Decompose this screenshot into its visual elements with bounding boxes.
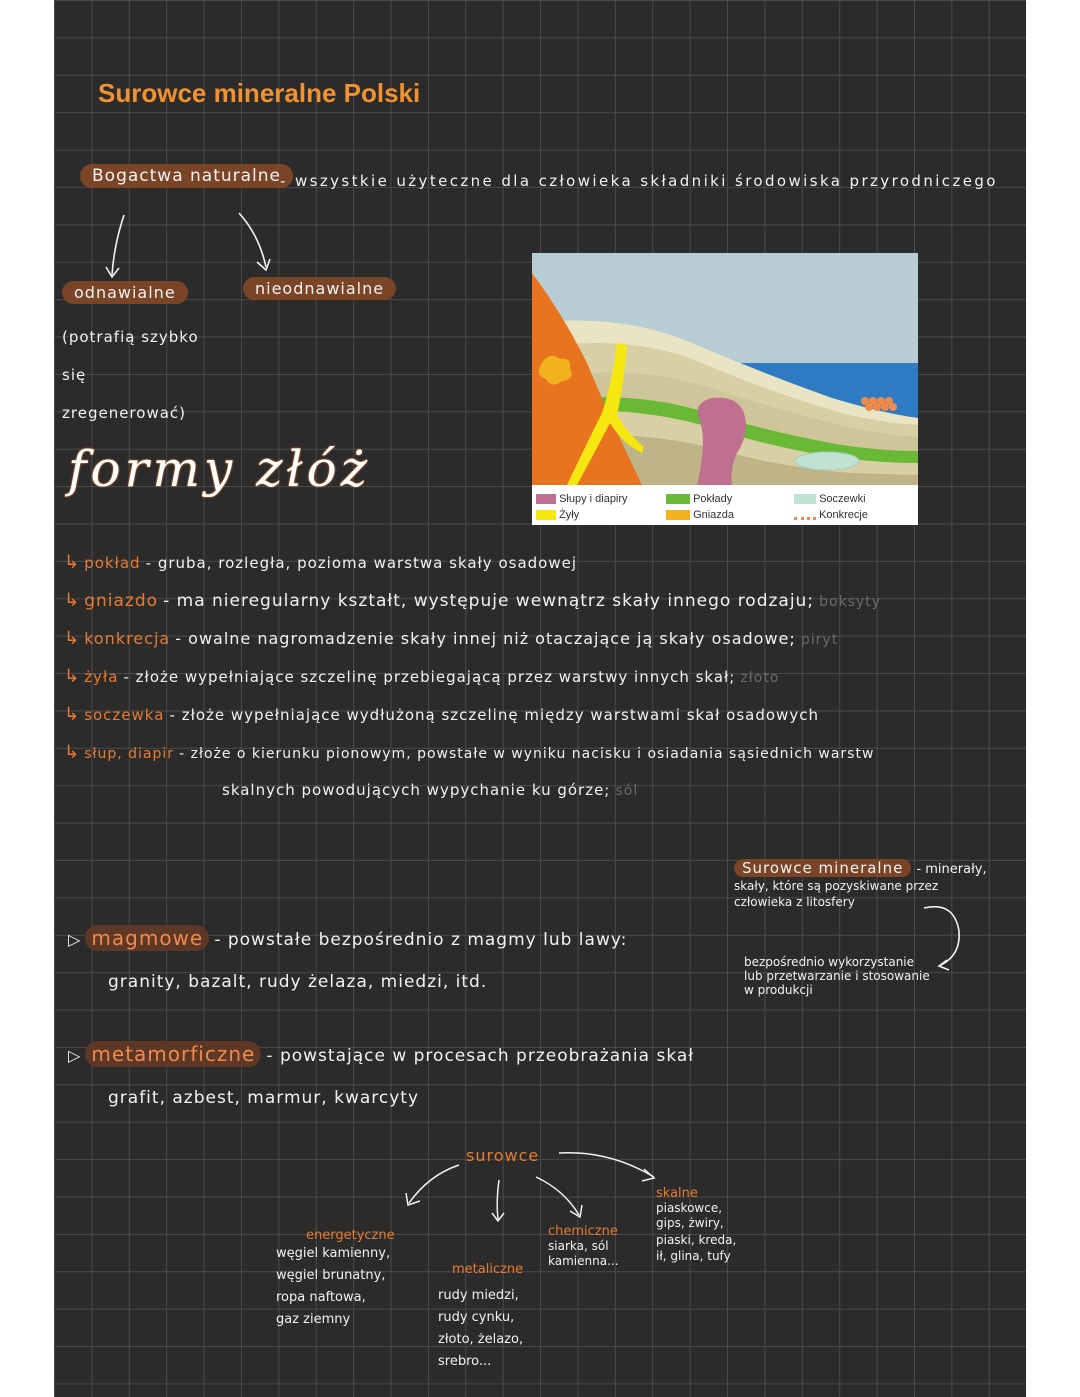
forms-list-item-soczewka xyxy=(64,704,1024,742)
triangle-bullet-icon: ▷ xyxy=(68,1046,81,1065)
legend-poklady: Pokłady xyxy=(693,493,733,505)
tree-chemiczne-label: chemiczne xyxy=(548,1224,618,1239)
side-note xyxy=(734,858,1024,997)
form-desc: - owalne nagromadzenie skały innej niż otaczające ją skały osadowe; xyxy=(175,629,796,648)
forms-list-item-slup-cont xyxy=(64,780,1024,818)
tree-item: piaski, kreda, xyxy=(656,1233,737,1247)
tree-item: złoto, żelazo, xyxy=(438,1332,524,1347)
side-note-line2: skały, które są pozyskiwane przez xyxy=(734,879,939,893)
legend-konkrecje: Konkrecje xyxy=(819,509,868,521)
page-title: Surowce mineralne Polski xyxy=(98,78,421,108)
forms-list-item-zyla xyxy=(64,666,1024,704)
legend-col1 xyxy=(536,491,628,523)
legend-col2 xyxy=(666,491,734,523)
bullet-arrow-icon: ↳ xyxy=(64,552,80,573)
branch-arrows xyxy=(94,205,334,285)
legend-swatch-konkrecje xyxy=(794,511,816,520)
form-term: gniazdo xyxy=(84,591,159,611)
side-note-line6: w produkcji xyxy=(744,983,813,997)
note-page xyxy=(54,0,1026,1397)
side-note-line3: człowieka z litosfery xyxy=(734,895,855,909)
tree-energetyczne-label: energetyczne xyxy=(306,1228,395,1243)
tree-item: ropa naftowa, xyxy=(276,1290,366,1305)
geology-illustration xyxy=(532,253,918,485)
bullet-arrow-icon: ↳ xyxy=(64,666,80,687)
form-term: konkrecja xyxy=(84,629,171,648)
form-desc: - ma nieregularny kształt, występuje wewnątrz skały innego rodzaju; xyxy=(163,591,815,611)
triangle-bullet-icon: ▷ xyxy=(68,930,81,949)
konkrecje-shape xyxy=(861,397,897,411)
forms-list-item-slup xyxy=(64,742,1024,780)
magmowe-examples: granity, bazalt, rudy żelaza, miedzi, itd. xyxy=(108,972,488,992)
forms-list-item-gniazdo xyxy=(64,590,1024,628)
tree-item: ił, glina, tufy xyxy=(656,1249,731,1263)
form-term: soczewka xyxy=(84,706,165,724)
forms-heading: formy złóż xyxy=(68,440,372,498)
bogactwa-definition: - wszystkie użyteczne dla człowieka składniki środowiska przyrodniczego xyxy=(280,172,998,190)
bullet-arrow-icon: ↳ xyxy=(64,742,80,763)
side-note-term: Surowce mineralne xyxy=(734,859,911,877)
magmowe-term: magmowe xyxy=(85,925,209,951)
side-note-line4: bezpośrednio wykorzystanie xyxy=(744,955,915,969)
metamorficzne-row xyxy=(68,1042,694,1066)
soczewka-shape xyxy=(795,452,859,470)
side-note-line1: - minerały, xyxy=(916,862,987,877)
metamorficzne-term: metamorficzne xyxy=(85,1041,261,1067)
legend-swatch-poklady xyxy=(666,494,690,504)
forms-list-item-konkrecja xyxy=(64,628,1024,666)
form-example: sól xyxy=(615,783,639,799)
form-example: boksyty xyxy=(819,594,882,610)
tree-item: kamienna... xyxy=(548,1254,619,1268)
form-term: słup, diapir xyxy=(84,746,175,762)
magmowe-row xyxy=(68,926,627,950)
tree-metaliczne-label: metaliczne xyxy=(452,1262,524,1277)
odnawialne-note: (potrafią szybko się zregenerować) xyxy=(62,328,199,422)
tree-item: węgiel brunatny, xyxy=(276,1268,386,1283)
nieodnawialne-label: nieodnawialne xyxy=(243,277,396,300)
form-desc: - złoże wypełniające wydłużoną szczelinę między warstwami skał osadowych xyxy=(169,706,819,724)
legend-swatch-soczewki xyxy=(794,494,816,504)
tree-item: gips, żwiry, xyxy=(656,1216,724,1230)
tree-chemiczne xyxy=(548,1224,619,1269)
form-desc-cont: skalnych powodujących wypychanie ku górze; xyxy=(222,781,611,799)
form-term: żyła xyxy=(84,668,119,686)
geology-diagram xyxy=(532,253,918,525)
bogactwa-term: Bogactwa naturalne xyxy=(80,164,293,188)
forms-list-item-poklad xyxy=(64,552,1024,590)
legend-col3 xyxy=(794,491,868,523)
legend-zyly: Żyły xyxy=(559,509,580,521)
tree-item: rudy miedzi, xyxy=(438,1288,519,1303)
legend-gniazda: Gniazda xyxy=(693,509,735,521)
tree-item: piaskowce, xyxy=(656,1201,723,1215)
odnawialne-label: odnawialne xyxy=(62,281,188,304)
tree-metaliczne xyxy=(438,1262,523,1373)
tree-item: siarka, sól xyxy=(548,1239,609,1253)
curved-arrow-icon xyxy=(919,896,979,976)
tree-energetyczne xyxy=(276,1228,395,1331)
form-example: piryt xyxy=(800,632,839,648)
tree-skalne-label: skalne xyxy=(656,1186,698,1201)
tree-skalne xyxy=(656,1186,736,1264)
arrow-right-head xyxy=(257,259,270,270)
legend-swatch-gniazda xyxy=(666,510,690,520)
form-example: złoto xyxy=(740,670,780,686)
arrow-right xyxy=(239,213,266,267)
metamorficzne-examples: grafit, azbest, marmur, kwarcyty xyxy=(108,1088,420,1108)
tree-item: gaz ziemny xyxy=(276,1312,351,1327)
form-desc: - złoże wypełniające szczelinę przebiegającą przez warstwy innych skał; xyxy=(123,668,736,686)
legend-swatch-slupy xyxy=(536,494,556,504)
tree-arrows xyxy=(394,1145,674,1225)
metamorficzne-desc: - powstające w procesach przeobrażania skał xyxy=(266,1046,695,1066)
bullet-arrow-icon: ↳ xyxy=(64,704,80,725)
forms-list xyxy=(64,552,1024,818)
bullet-arrow-icon: ↳ xyxy=(64,590,80,611)
magmowe-desc: - powstałe bezpośrednio z magmy lub lawy: xyxy=(214,930,628,950)
form-desc: - złoże o kierunku pionowym, powstałe w wyniku nacisku i osiadania sąsiednich warstw xyxy=(179,746,875,762)
legend-soczewki: Soczewki xyxy=(819,493,866,505)
bullet-arrow-icon: ↳ xyxy=(64,628,80,649)
form-term: pokład xyxy=(84,554,141,572)
form-desc: - gruba, rozległa, pozioma warstwa skały osadowej xyxy=(145,554,578,572)
side-note-line5: lub przetwarzanie i stosowanie xyxy=(744,969,930,983)
tree-root: surowce xyxy=(466,1146,540,1165)
tree-item: węgiel kamienny, xyxy=(276,1246,391,1261)
tree-item: rudy cynku, xyxy=(438,1310,515,1325)
tree-item: srebro... xyxy=(438,1354,492,1369)
legend-slupy: Słupy i diapiry xyxy=(559,493,628,505)
arrow-left xyxy=(112,215,124,275)
legend-swatch-zyly xyxy=(536,510,556,520)
